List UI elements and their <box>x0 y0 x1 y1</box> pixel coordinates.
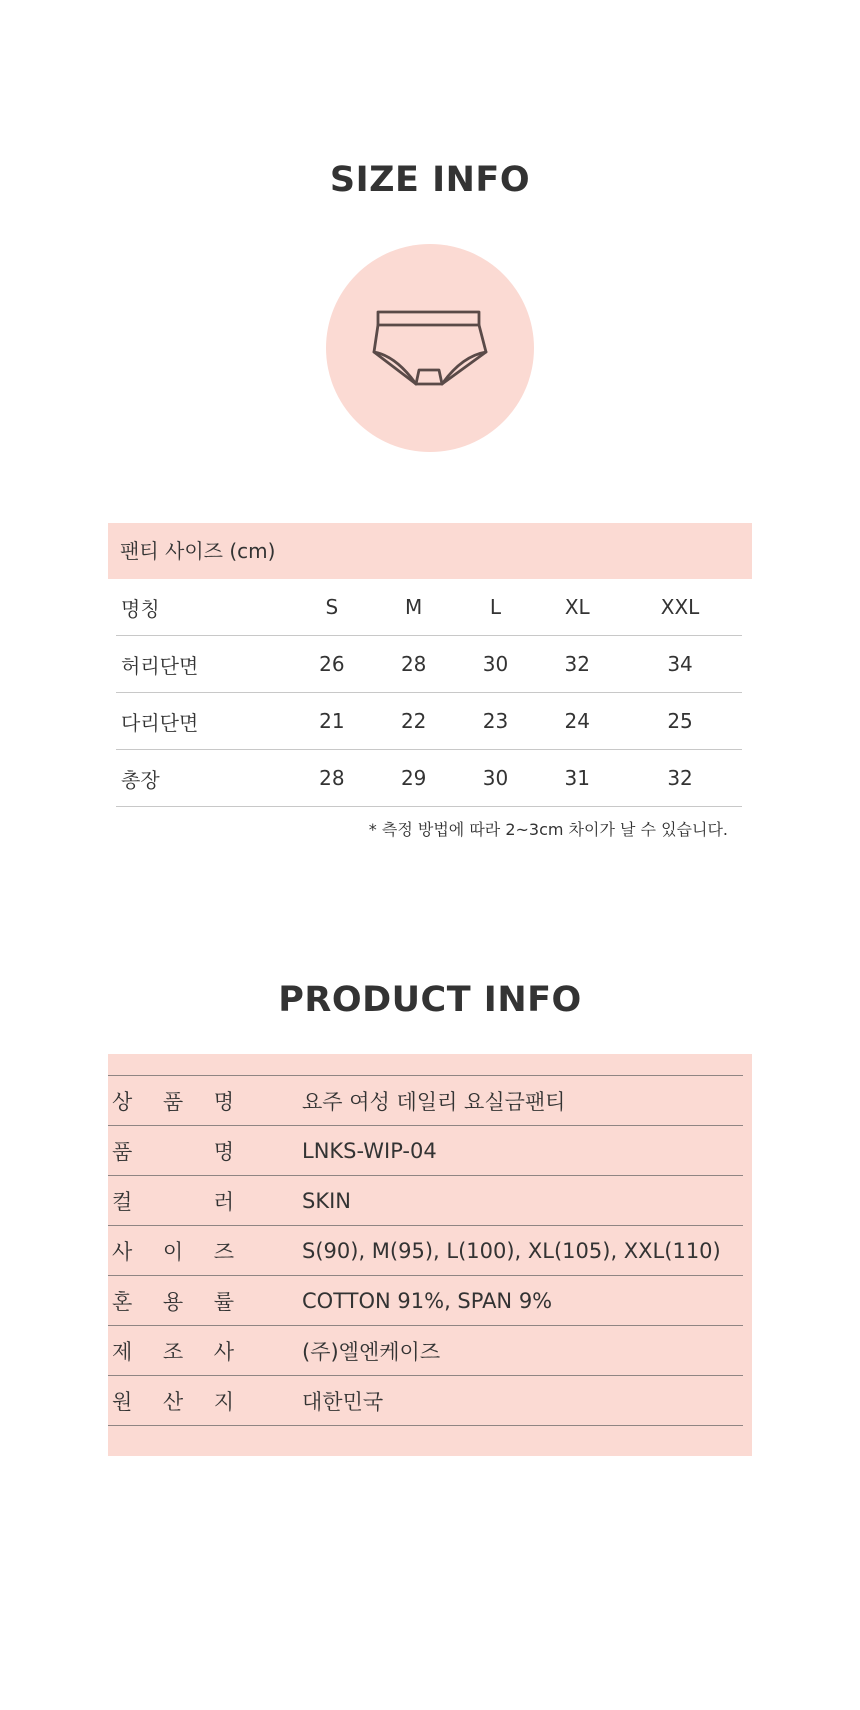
table-row <box>108 1076 743 1126</box>
product-table <box>108 1075 743 1426</box>
column-header: XL <box>536 579 618 636</box>
label-char: 러 <box>213 1189 234 1214</box>
row-value: COTTON 91%, SPAN 9% <box>302 1276 743 1326</box>
row-label <box>108 1176 302 1226</box>
table-cell: 28 <box>373 636 455 693</box>
label-char: 사 <box>213 1339 234 1364</box>
label-char: 명 <box>213 1139 234 1164</box>
table-row <box>116 579 742 636</box>
column-header: 명칭 <box>116 579 291 636</box>
table-cell: 22 <box>373 693 455 750</box>
label-char: 용 <box>162 1289 184 1314</box>
row-label <box>108 1276 302 1326</box>
size-table-header: 팬티 사이즈 (cm) <box>108 523 752 579</box>
table-row <box>116 750 742 807</box>
size-table <box>116 579 742 807</box>
label-char: 품 <box>112 1139 133 1164</box>
row-value: LNKS-WIP-04 <box>302 1126 743 1176</box>
label-char: 제 <box>112 1339 133 1364</box>
table-cell: 24 <box>536 693 618 750</box>
table-row <box>116 693 742 750</box>
table-cell: 29 <box>373 750 455 807</box>
column-header: L <box>455 579 537 636</box>
row-value: 요주 여성 데일리 요실금팬티 <box>302 1076 743 1126</box>
table-cell: 30 <box>455 750 537 807</box>
row-label <box>108 1326 302 1376</box>
label-char: 혼 <box>112 1289 133 1314</box>
row-label <box>108 1076 302 1126</box>
label-char: 조 <box>162 1339 184 1364</box>
row-label <box>108 1226 302 1276</box>
label-char: 사 <box>112 1239 133 1264</box>
size-table-section <box>108 523 752 840</box>
row-label: 허리단면 <box>116 636 291 693</box>
table-cell: 34 <box>618 636 742 693</box>
table-cell: 31 <box>536 750 618 807</box>
table-row <box>108 1326 743 1376</box>
row-value: (주)엘엔케이즈 <box>302 1326 743 1376</box>
label-char: 지 <box>213 1389 234 1414</box>
product-info-section <box>108 1054 752 1456</box>
row-label: 총장 <box>116 750 291 807</box>
table-cell: 28 <box>291 750 373 807</box>
label-char: 컬 <box>112 1189 133 1214</box>
table-cell: 23 <box>455 693 537 750</box>
table-row <box>108 1126 743 1176</box>
panty-icon <box>326 244 534 452</box>
row-label <box>108 1376 302 1426</box>
panty-icon-circle <box>326 244 534 452</box>
table-cell: 26 <box>291 636 373 693</box>
table-cell: 32 <box>536 636 618 693</box>
column-header: S <box>291 579 373 636</box>
table-cell: 21 <box>291 693 373 750</box>
row-value: SKIN <box>302 1176 743 1226</box>
label-char: 상 <box>112 1089 133 1114</box>
table-row <box>108 1376 743 1426</box>
label-char: 명 <box>213 1089 234 1114</box>
row-value: S(90), M(95), L(100), XL(105), XXL(110) <box>302 1226 743 1276</box>
label-char: 률 <box>213 1289 234 1314</box>
label-char: 산 <box>162 1389 184 1414</box>
table-cell: 25 <box>618 693 742 750</box>
label-char: 즈 <box>213 1239 234 1264</box>
row-label <box>108 1126 302 1176</box>
row-label: 다리단면 <box>116 693 291 750</box>
column-header: XXL <box>618 579 742 636</box>
label-char: 품 <box>162 1089 184 1114</box>
table-row <box>108 1276 743 1326</box>
label-char: 이 <box>162 1239 184 1264</box>
column-header: M <box>373 579 455 636</box>
label-char: 원 <box>112 1389 133 1414</box>
size-info-title: SIZE INFO <box>329 160 531 200</box>
size-note: * 측정 방법에 따라 2~3cm 차이가 날 수 있습니다. <box>368 820 728 839</box>
table-row <box>108 1176 743 1226</box>
table-cell: 30 <box>455 636 537 693</box>
table-row <box>108 1226 743 1276</box>
table-cell: 32 <box>618 750 742 807</box>
table-row <box>116 636 742 693</box>
row-value: 대한민국 <box>302 1376 743 1426</box>
product-info-title: PRODUCT INFO <box>278 980 582 1020</box>
